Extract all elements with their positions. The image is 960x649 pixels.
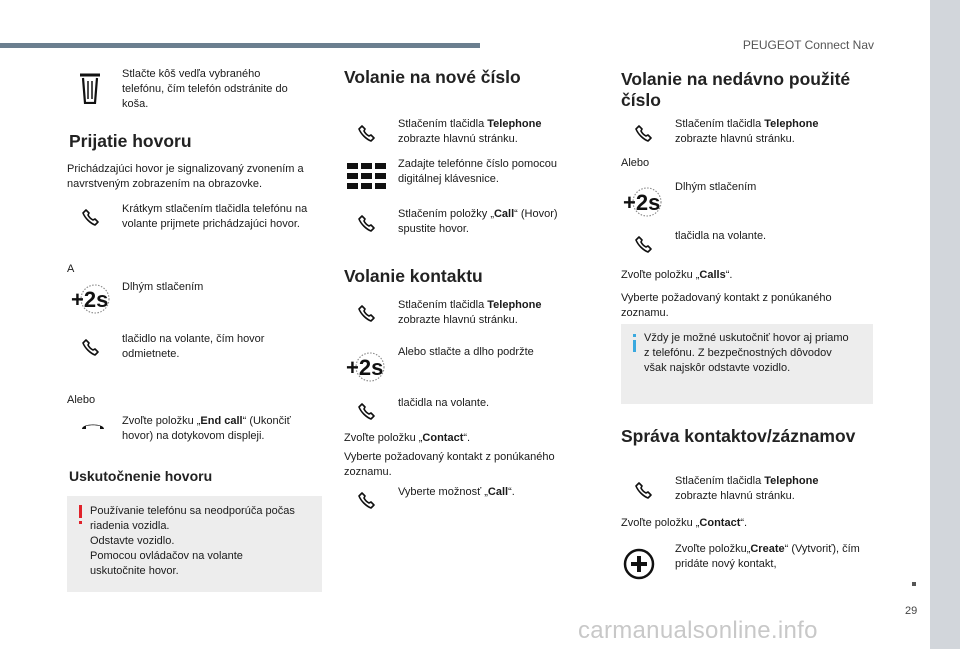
- phone-handset-icon: [80, 204, 104, 228]
- wheel-buttons-text: tlačidla na volante.: [675, 230, 767, 242]
- trash-instruction: Stlačte kôš vedľa vybraného telefónu, čím telefón odstránite do koša.: [122, 68, 288, 110]
- warning-icon: [79, 505, 82, 518]
- info-icon: [633, 334, 636, 337]
- choose-contact-text: Vyberte požadovaný kontakt z ponúkaného zoznamu.: [621, 292, 832, 319]
- hang-up-icon: [81, 421, 105, 431]
- heading-manage-contacts: Správa kontaktov/záznamov: [621, 426, 856, 446]
- label-or: Alebo: [621, 157, 650, 169]
- warning-text: Používanie telefónu sa neodporúča počas riadenia vozidla. Odstavte vozidlo. Pomocou ovládačov na volante uskutočnite hovor.: [90, 505, 295, 577]
- heading-make-call: Uskutočnenie hovoru: [69, 468, 213, 484]
- phone-handset-icon: [356, 120, 380, 144]
- page-side-band: [930, 0, 960, 649]
- phone-handset-icon: [633, 231, 657, 255]
- header-rule: [0, 43, 480, 48]
- long-press-text: Dlhým stlačením: [675, 181, 757, 193]
- telephone-instruction: Stlačením tlačidla Telephone zobrazte hlavnú stránku.: [398, 299, 542, 326]
- phone-handset-icon: [356, 487, 380, 511]
- heading-new-number: Volanie na nové číslo: [344, 67, 521, 87]
- heading-call-contact: Volanie kontaktu: [344, 266, 483, 286]
- select-calls-text: Zvoľte položku „Calls“.: [621, 269, 733, 281]
- select-contact-text: Zvoľte položku „Contact“.: [344, 432, 471, 444]
- long-press-text: Dlhým stlačením: [122, 281, 204, 293]
- warning-box: [67, 496, 322, 592]
- corner-marker: [912, 582, 916, 586]
- info-text: Vždy je možné uskutočniť hovor aj priamo z telefónu. Z bezpečnostných dôvodov však najskôr odstavte vozidlo.: [644, 332, 849, 374]
- page-number: 29: [905, 605, 918, 617]
- create-contact-text: Zvoľte položku„Create“ (Vytvoriť), čím pridáte nový kontakt,: [675, 543, 860, 570]
- reject-text: tlačidlo na volante, čím hovor odmietnete.: [122, 333, 265, 360]
- hold-2s-icon: [344, 351, 392, 383]
- heading-receive-call: Prijatie hovoru: [69, 131, 192, 151]
- end-call-text: Zvoľte položku „End call“ (Ukončiť hovor) na dotykovom displeji.: [122, 415, 291, 442]
- label-a: A: [67, 263, 75, 275]
- hold-2s-icon: [621, 186, 669, 218]
- keypad-icon: [347, 163, 387, 189]
- hold-2s-icon: [69, 283, 117, 315]
- phone-handset-icon: [80, 334, 104, 358]
- telephone-instruction: Stlačením tlačidla Telephone zobrazte hlavnú stránku.: [398, 118, 542, 145]
- telephone-instruction: Stlačením tlačidla Telephone zobrazte hlavnú stránku.: [675, 118, 819, 145]
- label-or: Alebo: [67, 394, 96, 406]
- heading-recent-number: Volanie na nedávno použité číslo: [621, 69, 851, 110]
- phone-handset-icon: [356, 300, 380, 324]
- telephone-instruction: Stlačením tlačidla Telephone zobrazte hlavnú stránku.: [675, 475, 819, 502]
- select-contact-text: Zvoľte položku „Contact“.: [621, 517, 748, 529]
- choose-contact-text: Vyberte požadovaný kontakt z ponúkaného zoznamu.: [344, 451, 555, 478]
- header-brand: PEUGEOT Connect Nav: [742, 38, 874, 52]
- phone-handset-icon: [356, 210, 380, 234]
- info-box: [621, 324, 873, 404]
- wheel-buttons-text: tlačidla na volante.: [398, 397, 490, 409]
- plus-circle-icon: [623, 548, 655, 580]
- trash-icon: [80, 72, 100, 104]
- phone-handset-icon: [633, 120, 657, 144]
- short-press-text: Krátkym stlačením tlačidla telefónu na volante prijmete prichádzajúci hovor.: [122, 203, 308, 230]
- pick-call-text: Vyberte možnosť „Call“.: [398, 486, 515, 498]
- hold-instruction: Alebo stlačte a dlho podržte: [398, 346, 534, 358]
- keypad-instruction: Zadajte telefónne číslo pomocou digitálnej klávesnice.: [398, 158, 557, 185]
- call-instruction: Stlačením položky „Call“ (Hovor) spustite hovor.: [398, 208, 558, 235]
- phone-handset-icon: [356, 398, 380, 422]
- watermark: carmanualsonline.info: [578, 617, 818, 644]
- phone-handset-icon: [633, 477, 657, 501]
- receive-intro: Prichádzajúci hovor je signalizovaný zvonením a navrstveným zobrazením na obrazovke.: [67, 163, 304, 190]
